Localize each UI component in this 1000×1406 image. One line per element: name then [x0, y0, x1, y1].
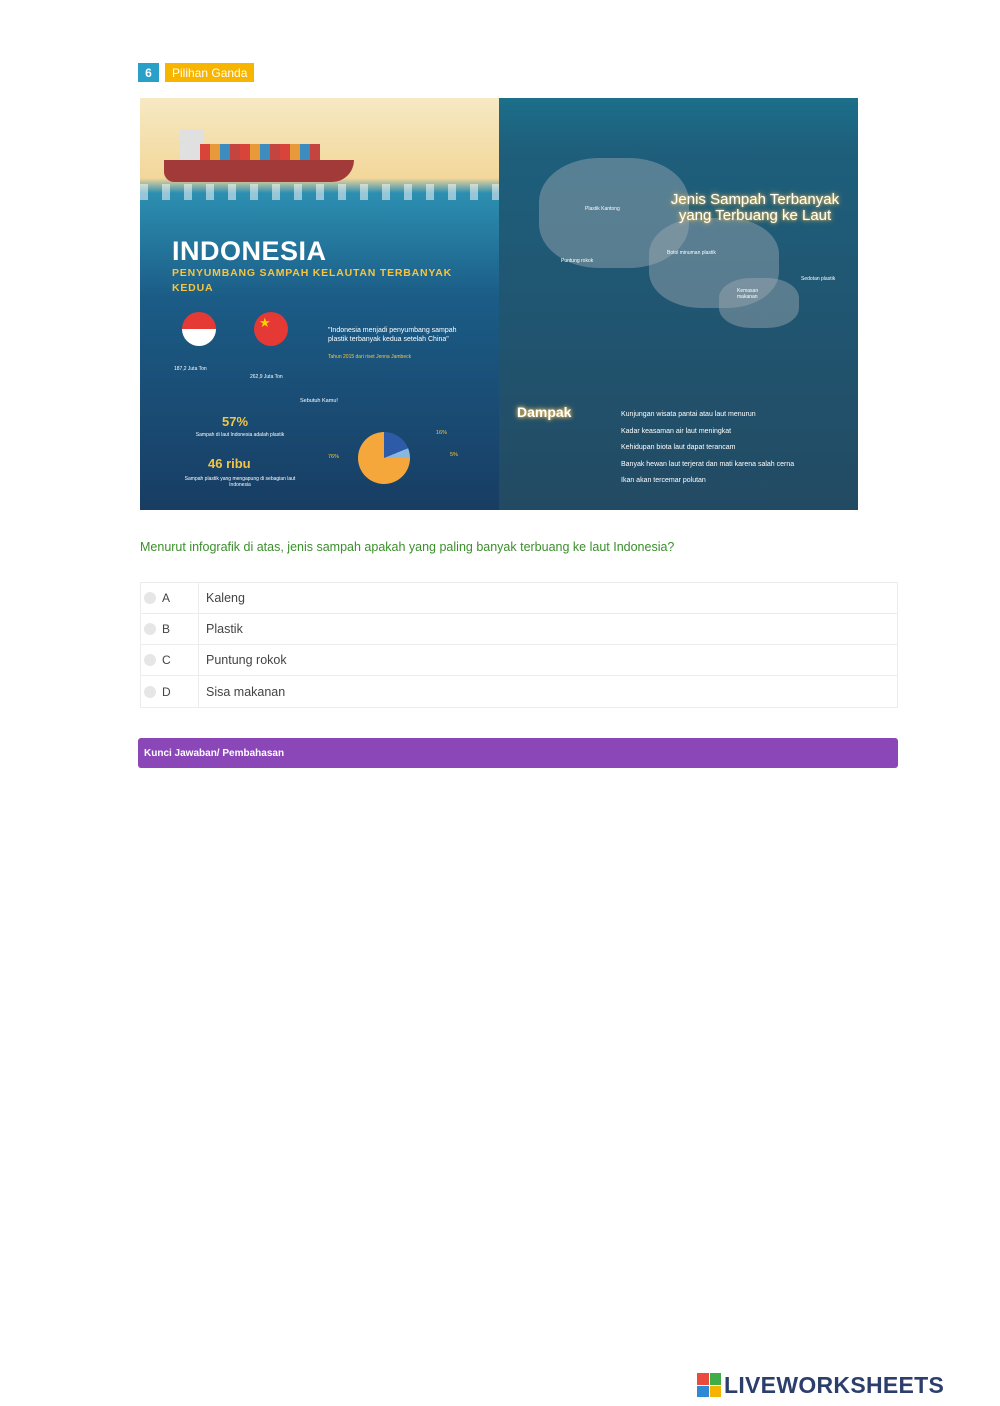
trash-label: Botol minuman plastik	[667, 250, 716, 256]
infographic-quote-source: Tahun 2015 dari riset Jenna Jambeck	[328, 354, 412, 360]
option-text: Sisa makanan	[206, 684, 286, 699]
question-header	[138, 63, 254, 83]
sea-surface-trash	[140, 184, 499, 200]
option-text: Plastik	[206, 622, 243, 636]
option-text: Puntung rokok	[206, 653, 287, 667]
logo-text: LIVEWORKSHEETS	[724, 1371, 945, 1398]
trash-label: Plastik Kantong	[585, 206, 620, 212]
infographic-quote: "Indonesia menjadi penyumbang sampah plastik terbanyak kedua setelah China"	[328, 327, 457, 343]
option-letter: B	[162, 622, 171, 636]
pie-label-right: 5%	[450, 452, 458, 458]
answer-options	[140, 582, 898, 708]
radio-button[interactable]	[144, 623, 156, 635]
radio-button[interactable]	[144, 592, 156, 604]
option-a[interactable]	[141, 583, 897, 614]
impact-item: Kadar keasaman air laut meningkat	[621, 427, 732, 435]
impact-list	[621, 407, 853, 490]
indonesia-flag-icon	[182, 312, 216, 346]
impact-item: Kehidupan biota laut dapat terancam	[621, 444, 736, 451]
impact-item: Banyak hewan laut terjerat dan mati karena salah cerna	[621, 460, 795, 468]
trash-label: Puntung rokok	[561, 258, 594, 264]
option-letter: C	[162, 653, 171, 667]
china-flag-icon: ★	[254, 312, 288, 346]
radio-button[interactable]	[144, 654, 156, 666]
infographic-right-panel	[499, 98, 858, 510]
stat-count: 46 ribu	[208, 456, 251, 471]
option-letter: A	[162, 591, 171, 605]
trash-types-title: Jenis Sampah Terbanyak yang Terbuang ke Laut	[670, 191, 840, 224]
impact-item: Ikan akan tercemar polutan	[621, 477, 706, 484]
option-text: Kaleng	[206, 591, 245, 605]
option-d[interactable]	[141, 676, 897, 707]
pie-label-left: 76%	[328, 454, 340, 460]
infographic-section-label: Sebutuh Kamu!	[300, 398, 338, 404]
impact-item: Kunjungan wisata pantai atau laut menurun	[621, 411, 756, 418]
china-amount-label: 262,9 Juta Ton	[250, 374, 283, 380]
stat-percent: 57%	[222, 414, 249, 429]
radio-button[interactable]	[144, 686, 156, 698]
question-number-badge: 6	[138, 63, 159, 82]
option-letter: D	[162, 684, 171, 699]
pie-label-top: 16%	[436, 430, 448, 436]
option-c[interactable]	[141, 645, 897, 676]
answer-key-bar[interactable]: Kunci Jawaban/ Pembahasan	[138, 738, 898, 768]
stat-percent-note: Sampah di laut Indonesia adalah plastik	[195, 432, 285, 438]
infographic-left-panel	[140, 98, 499, 510]
infographic-subtitle: PENYUMBANG SAMPAH KELAUTAN TERBANYAK KEDUA	[172, 267, 453, 294]
cargo-ship-shape	[164, 160, 354, 182]
trash-label: Sedotan plastik	[801, 276, 836, 282]
liveworksheets-logo	[697, 1371, 944, 1399]
question-text: Menurut infografik di atas, jenis sampah apakah yang paling banyak terbuang ke laut Indonesia?	[140, 540, 675, 554]
stat-count-note: Sampah plastik yang mengapung di sebagian laut Indonesia	[184, 476, 296, 488]
trash-pile-shape	[719, 278, 799, 328]
pie-chart	[358, 432, 410, 484]
option-b[interactable]	[141, 614, 897, 645]
logo-icon	[697, 1373, 721, 1397]
question-type-badge: Pilihan Ganda	[165, 63, 254, 82]
infographic-title: INDONESIA	[172, 236, 327, 266]
trash-label: Kemasan makanan	[737, 288, 759, 300]
indonesia-amount-label: 187,2 Juta Ton	[174, 366, 207, 372]
infographic-image	[140, 98, 858, 510]
impact-title: Dampak	[517, 404, 572, 420]
